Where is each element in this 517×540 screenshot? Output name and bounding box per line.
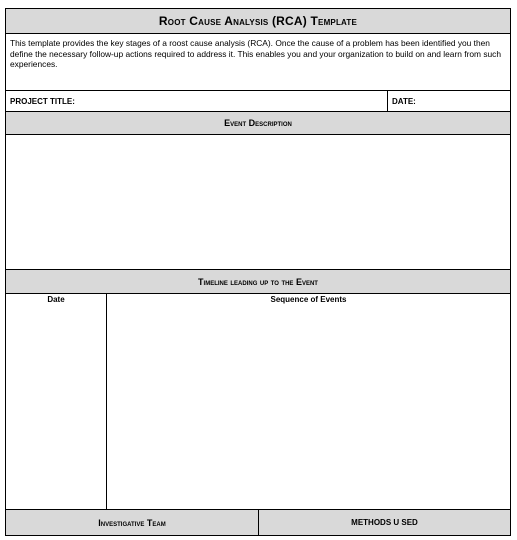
event-description-header: Event Description — [6, 112, 510, 135]
methods-used-header: METHODS U SED — [351, 518, 418, 527]
project-row — [6, 91, 510, 112]
project-title-field[interactable] — [6, 91, 388, 111]
timeline-table — [6, 294, 510, 510]
footer-row — [6, 510, 510, 535]
intro-text: This template provides the key stages of a roost cause analysis (RCA). Once the cause of a problem has been identified you then define the necessary follow-up actions required to address it. This enables you and your organization to build on and learn from such experiences. — [6, 34, 510, 91]
timeline-date-column-header: Date — [47, 295, 65, 304]
rca-template-form — [5, 8, 511, 536]
investigative-team-header: Investigative Team — [6, 510, 259, 535]
document-title: Root Cause Analysis (RCA) Template — [6, 9, 510, 34]
event-description-area[interactable] — [6, 135, 510, 270]
timeline-sequence-column-header: Sequence of Events — [270, 295, 347, 304]
date-label: DATE: — [392, 96, 416, 106]
project-title-label: PROJECT TITLE: — [10, 96, 75, 106]
date-field[interactable] — [388, 91, 514, 111]
timeline-sequence-column[interactable] — [107, 308, 510, 509]
timeline-header: Timeline leading up to the Event — [6, 270, 510, 294]
timeline-date-column[interactable] — [6, 308, 106, 509]
